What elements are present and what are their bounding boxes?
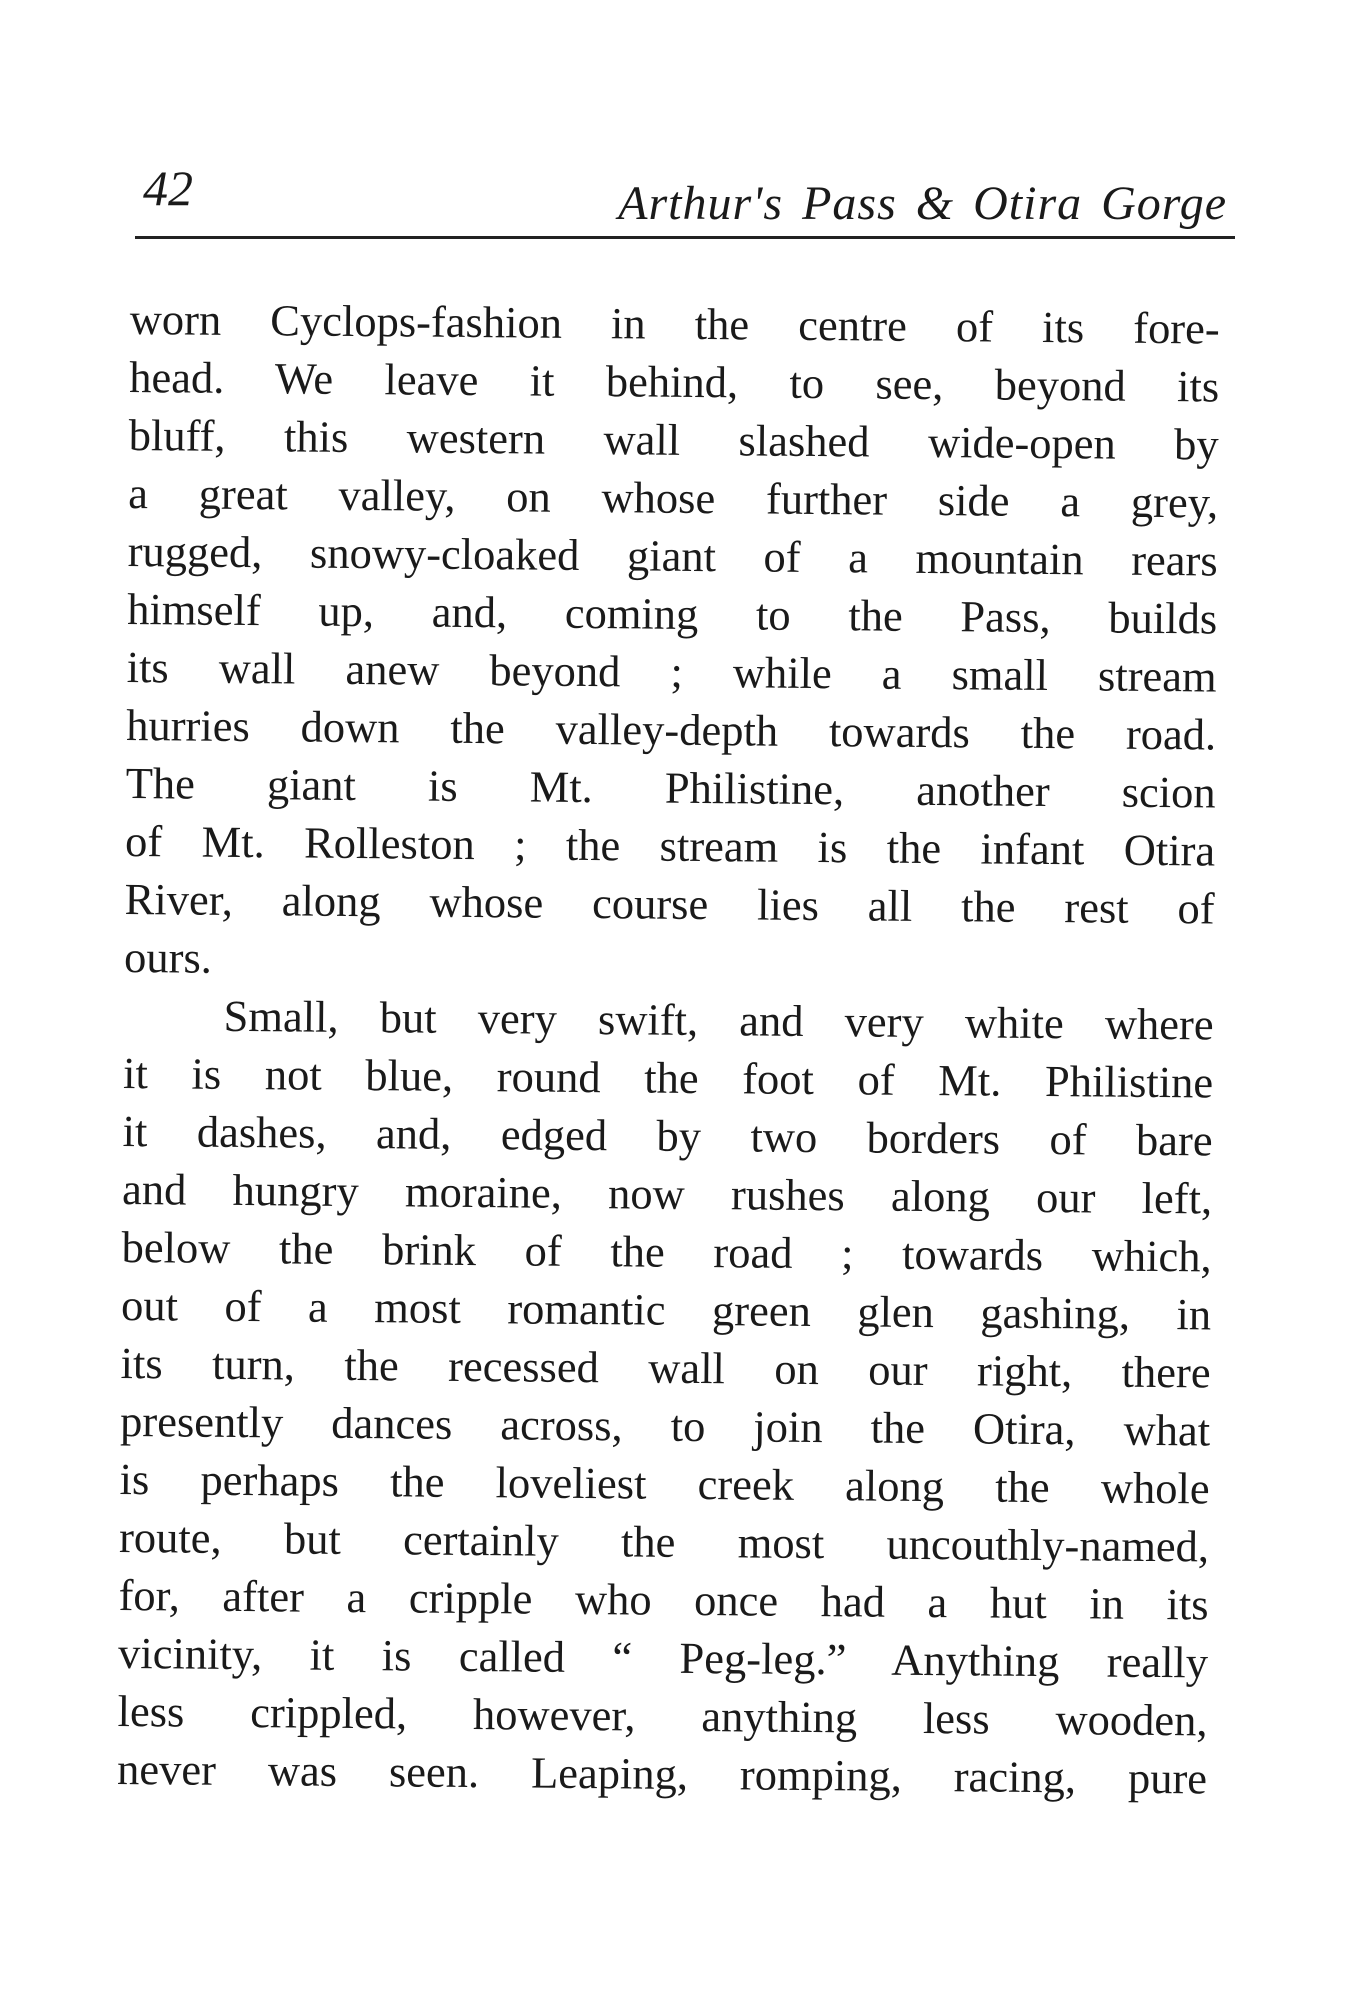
- body-text: [117, 290, 1220, 1807]
- text-line: a great valley, on whose further side a grey,: [128, 467, 1219, 528]
- header-rule: [135, 236, 1235, 239]
- text-line: head. We leave it behind, to see, beyond its: [129, 351, 1220, 412]
- text-line: out of a most romantic green glen gashing, in: [120, 1279, 1212, 1340]
- text-line: below the brink of the road ; towards which,: [121, 1221, 1212, 1282]
- text-line: for, after a cripple who once had a hut in its: [118, 1569, 1209, 1630]
- text-line: of Mt. Rolleston ; the stream is the infant Otira: [124, 815, 1216, 876]
- text-line: hurries down the valley-depth towards the road.: [125, 699, 1217, 760]
- text-line: presently dances across, to join the Otira, what: [119, 1395, 1211, 1456]
- text-line: bluff, this western wall slashed wide-open by: [128, 409, 1219, 470]
- text-line: himself up, and, coming to the Pass, builds: [126, 583, 1218, 644]
- text-line: its turn, the recessed wall on our right, there: [120, 1337, 1211, 1398]
- text-line: The giant is Mt. Philistine, another scion: [125, 757, 1216, 818]
- text-line: never was seen. Leaping, romping, racing, pure: [116, 1743, 1208, 1804]
- text-line: it is not blue, round the foot of Mt. Philistine: [122, 1047, 1214, 1108]
- text-line: it dashes, and, edged by two borders of bare: [122, 1105, 1213, 1166]
- text-line: less crippled, however, anything less wooden,: [117, 1685, 1208, 1746]
- running-title: Arthur's Pass & Otira Gorge: [618, 177, 1227, 230]
- text-line: is perhaps the loveliest creek along the whole: [119, 1453, 1210, 1514]
- text-line: its wall anew beyond ; while a small stream: [126, 641, 1217, 702]
- paragraph-2: [117, 986, 1214, 1807]
- text-line: and hungry moraine, now rushes along our left,: [121, 1163, 1213, 1224]
- paragraph-1: [124, 290, 1220, 995]
- page-header: [135, 140, 1235, 230]
- text-line: ours.: [123, 931, 213, 983]
- text-line: worn Cyclops-fashion in the centre of its fore-: [129, 293, 1220, 354]
- text-line: rugged, snowy-cloaked giant of a mountain rears: [127, 525, 1218, 586]
- text-line: vicinity, it is called “ Peg-leg.” Anything really: [117, 1627, 1209, 1688]
- page-number: 42: [143, 160, 193, 216]
- text-line: route, but certainly the most uncouthly-named,: [118, 1511, 1210, 1572]
- text-line: Small, but very swift, and very white where: [223, 990, 1214, 1050]
- text-line: River, along whose course lies all the rest of: [124, 873, 1215, 934]
